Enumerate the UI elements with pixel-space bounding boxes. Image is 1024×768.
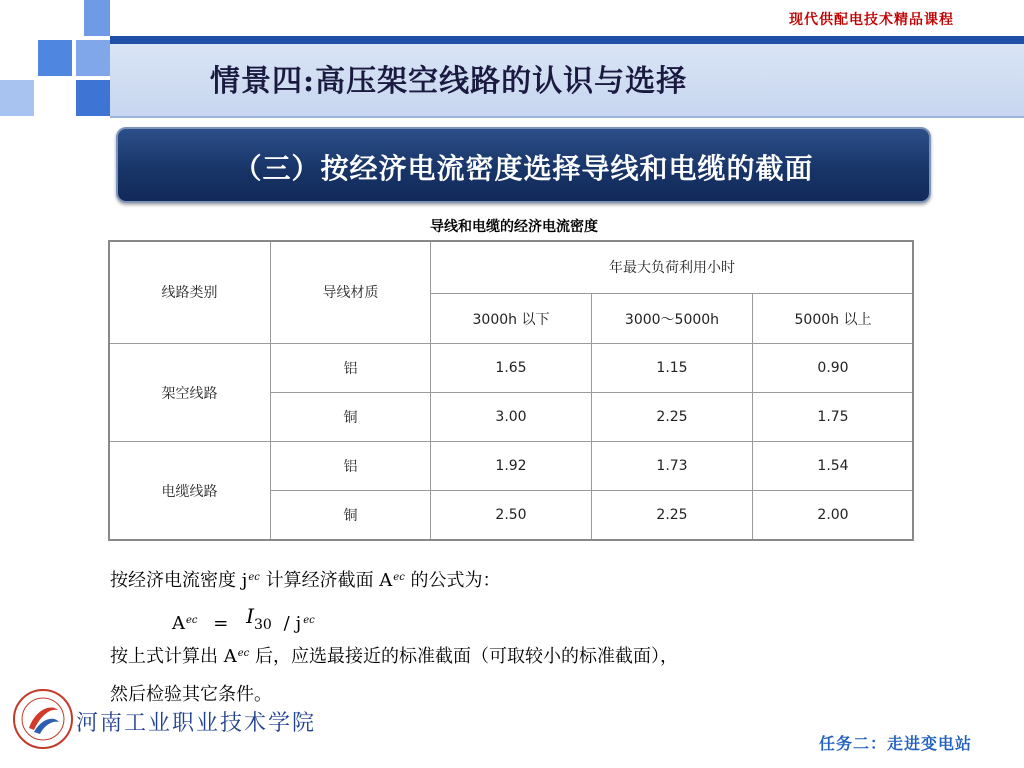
value-cell: 1.65 xyxy=(431,344,592,393)
line-type-cell: 架空线路 xyxy=(109,344,271,442)
value-cell: 1.54 xyxy=(753,442,914,491)
header-range: 3000～5000h xyxy=(592,294,753,344)
section-title: （三）按经济电流密度选择导线和电缆的截面 xyxy=(233,152,814,185)
table-row xyxy=(109,344,914,393)
formula-j: j xyxy=(295,613,302,634)
text: 的公式为： xyxy=(404,570,501,591)
value-cell: 0.90 xyxy=(753,344,914,393)
formula-I: I xyxy=(246,604,254,628)
value-cell: 2.00 xyxy=(753,491,914,540)
text: 后，应选最接近的标准截面（可取较小的标准截面）， xyxy=(249,646,678,667)
formula-A: A xyxy=(172,613,185,634)
value-cell: 1.15 xyxy=(592,344,753,393)
material-cell: 铝 xyxy=(271,442,431,491)
text: 按上式计算出 A xyxy=(110,646,237,667)
line-type-cell: 电缆线路 xyxy=(109,442,271,540)
formula xyxy=(172,604,315,634)
page-title: 情景四:高压架空线路的认识与选择 xyxy=(210,64,688,99)
task-label: 任务二：走进变电站 xyxy=(818,734,972,753)
deco-square xyxy=(38,40,72,76)
header-range: 3000h 以下 xyxy=(431,294,592,344)
deco-square xyxy=(76,40,110,76)
text: 按经济电流密度 j xyxy=(110,570,248,591)
current-density-table xyxy=(108,240,914,540)
section-banner xyxy=(116,127,931,203)
text: 计算经济截面 A xyxy=(259,570,393,591)
explanation-line-2: 然后检验其它条件。 xyxy=(110,684,272,705)
header-hours: 年最大负荷利用小时 xyxy=(431,241,914,294)
deco-square xyxy=(76,80,110,116)
header-band-dark xyxy=(110,36,1024,44)
header-line-type: 线路类别 xyxy=(109,241,271,344)
value-cell: 2.25 xyxy=(592,393,753,442)
value-cell: 1.92 xyxy=(431,442,592,491)
subscript: ec xyxy=(237,648,250,659)
subscript: ec xyxy=(248,572,260,583)
value-cell: 1.73 xyxy=(592,442,753,491)
school-logo-icon xyxy=(12,688,74,750)
header-range: 5000h 以上 xyxy=(753,294,914,344)
value-cell: 3.00 xyxy=(431,393,592,442)
material-cell: 铜 xyxy=(271,491,431,540)
school-name: 河南工业职业技术学院 xyxy=(76,711,317,736)
value-cell: 2.50 xyxy=(431,491,592,540)
subscript: ec xyxy=(393,572,405,583)
course-name: 现代供配电技术精品课程 xyxy=(789,12,954,28)
value-cell: 1.75 xyxy=(753,393,914,442)
table-row xyxy=(109,442,914,491)
formula-slash: / xyxy=(283,613,290,634)
formula-I-subscript: 30 xyxy=(254,617,272,633)
deco-square xyxy=(0,80,34,116)
header-material: 导线材质 xyxy=(271,241,431,344)
deco-square xyxy=(84,0,110,36)
material-cell: 铝 xyxy=(271,344,431,393)
value-cell: 2.25 xyxy=(592,491,753,540)
explanation-line xyxy=(110,642,678,668)
table-caption: 导线和电缆的经济电流密度 xyxy=(430,219,598,235)
subscript: ec xyxy=(303,615,315,626)
formula-equals: = xyxy=(213,613,229,634)
material-cell: 铜 xyxy=(271,393,431,442)
subscript: ec xyxy=(186,615,198,626)
formula-intro xyxy=(110,566,501,592)
